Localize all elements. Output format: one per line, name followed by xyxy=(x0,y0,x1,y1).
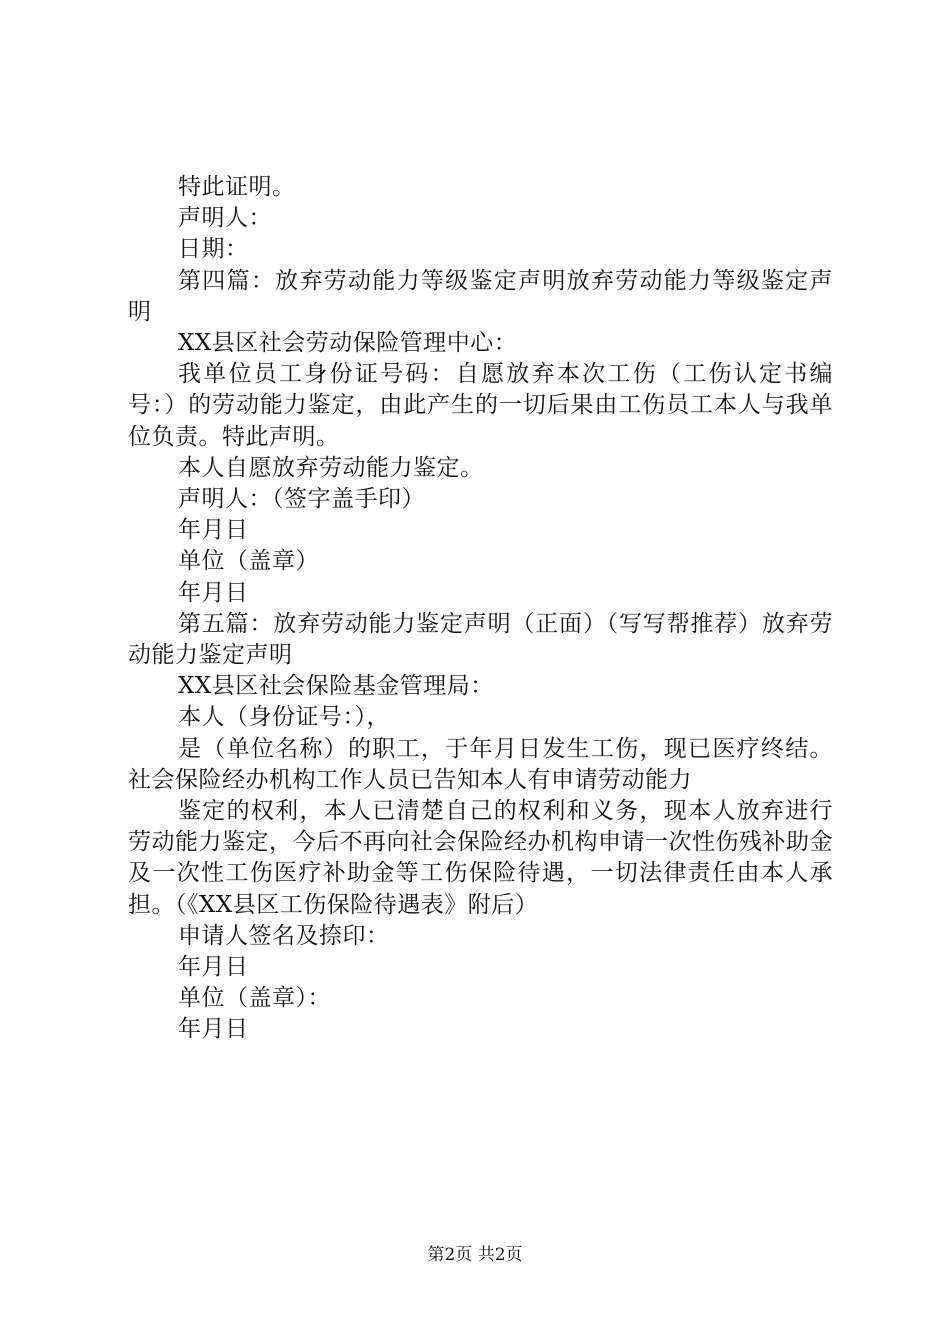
paragraph-declarant-signature: 声明人：（签字盖手印） xyxy=(178,486,425,513)
document-body xyxy=(128,172,833,1046)
page-footer: 第2页 共2页 xyxy=(427,1245,523,1265)
section-heading-4: 第四篇：放弃劳动能力等级鉴定声明放弃劳动能力等级鉴定声明 xyxy=(128,267,833,325)
paragraph-declarant: 声明人： xyxy=(178,205,272,232)
paragraph-employment: 是（单位名称）的职工，于年月日发生工伤，现已医疗终结。社会保险经办机构工作人员已告知本人有申请劳动能力 xyxy=(128,735,833,793)
paragraph-applicant-signature: 申请人签名及捺印： xyxy=(178,922,390,949)
paragraph-date-ymd: 年月日 xyxy=(178,954,249,981)
paragraph-date-ymd: 年月日 xyxy=(178,517,249,544)
addressee-fund-bureau: XX县区社会保险基金管理局： xyxy=(178,673,494,700)
paragraph-rights-waiver: 鉴定的权利，本人已清楚自己的权利和义务，现本人放弃进行劳动能力鉴定，今后不再向社会保险经办机构申请一次性伤残补助金及一次性工伤医疗补助金等工伤保险待遇，一切法律责任由本人承担。（《XX县区工伤保险待遇表》附后） xyxy=(128,798,833,918)
paragraph-date: 日期： xyxy=(178,236,249,263)
paragraph-date-ymd: 年月日 xyxy=(178,1016,249,1043)
paragraph-unit-seal: 单位（盖章） xyxy=(178,548,319,575)
paragraph-date-ymd: 年月日 xyxy=(178,579,249,606)
paragraph-id-number: 本人（身份证号：）， xyxy=(178,704,390,731)
paragraph-unit-seal-colon: 单位（盖章）： xyxy=(178,985,331,1012)
paragraph-closing-certify: 特此证明。 xyxy=(178,174,296,200)
addressee-labor-center: XX县区社会劳动保险管理中心： xyxy=(178,330,518,357)
paragraph-employee-waiver: 我单位员工身份证号码：自愿放弃本次工伤（工伤认定书编号：）的劳动能力鉴定，由此产生的一切后果由工伤员工本人与我单位负责。特此声明。 xyxy=(128,361,833,450)
paragraph-self-waiver: 本人自愿放弃劳动能力鉴定。 xyxy=(178,454,484,481)
section-heading-5: 第五篇：放弃劳动能力鉴定声明（正面）（写写帮推荐）放弃劳动能力鉴定声明 xyxy=(128,610,833,669)
